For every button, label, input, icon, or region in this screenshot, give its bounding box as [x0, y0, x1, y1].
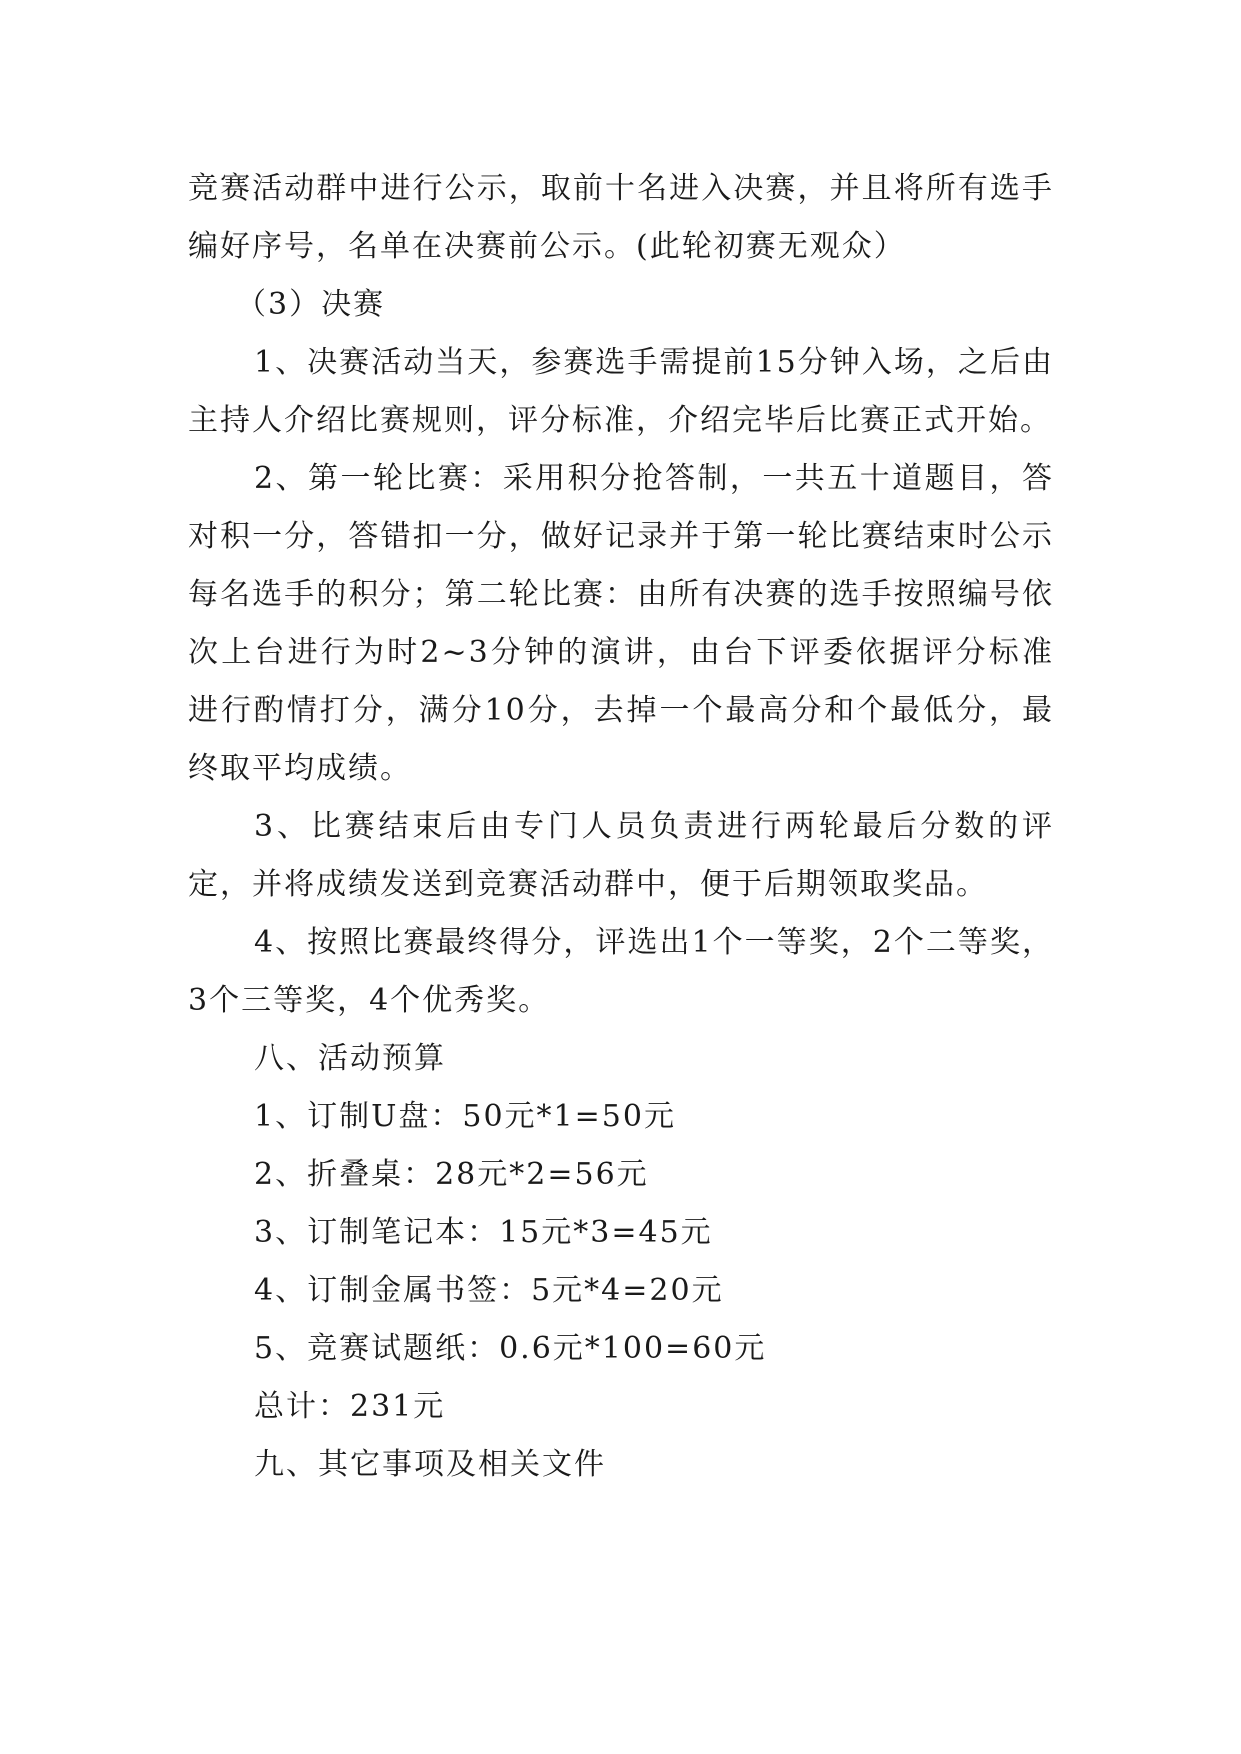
- heading-budget: 八、活动预算: [254, 1041, 446, 1076]
- paragraph-final-rule-4: 4、按照比赛最终得分，评选出1个一等奖，2个二等奖，3个三等奖，4个优秀奖。: [188, 925, 1054, 1018]
- heading-final-round: （3）决赛: [236, 287, 386, 322]
- budget-item-notebook: 3、订制笔记本：15元*3=45元: [254, 1215, 713, 1250]
- budget-item-paper: 5、竞赛试题纸：0.6元*100=60元: [254, 1331, 767, 1366]
- budget-item-folding-table: 2、折叠桌：28元*2=56元: [254, 1157, 649, 1192]
- document-body: [188, 160, 1054, 1494]
- paragraph-final-rule-2: 2、第一轮比赛：采用积分抢答制，一共五十道题目，答对积一分，答错扣一分，做好记录并于第一轮比赛结束时公示每名选手的积分；第二轮比赛：由所有决赛的选手按照编号依次上台进行为时2~3分钟的演讲，由台下评委依据评分标准进行酌情打分，满分10分，去掉一个最高分和个最低分，最终取平均成绩。: [188, 461, 1054, 786]
- paragraph-final-rule-1: 1、决赛活动当天，参赛选手需提前15分钟入场，之后由主持人介绍比赛规则，评分标准，介绍完毕后比赛正式开始。: [188, 345, 1054, 438]
- heading-other-matters: 九、其它事项及相关文件: [254, 1447, 606, 1482]
- paragraph-final-rule-3: 3、比赛结束后由专门人员负责进行两轮最后分数的评定，并将成绩发送到竞赛活动群中，便于后期领取奖品。: [188, 809, 1054, 902]
- paragraph-preliminary-continuation: 竞赛活动群中进行公示，取前十名进入决赛，并且将所有选手编好序号，名单在决赛前公示。(此轮初赛无观众）: [188, 171, 1054, 264]
- budget-item-bookmark: 4、订制金属书签：5元*4=20元: [254, 1273, 724, 1308]
- budget-item-usb: 1、订制U盘：50元*1=50元: [254, 1099, 676, 1134]
- budget-total: 总计：231元: [254, 1389, 446, 1424]
